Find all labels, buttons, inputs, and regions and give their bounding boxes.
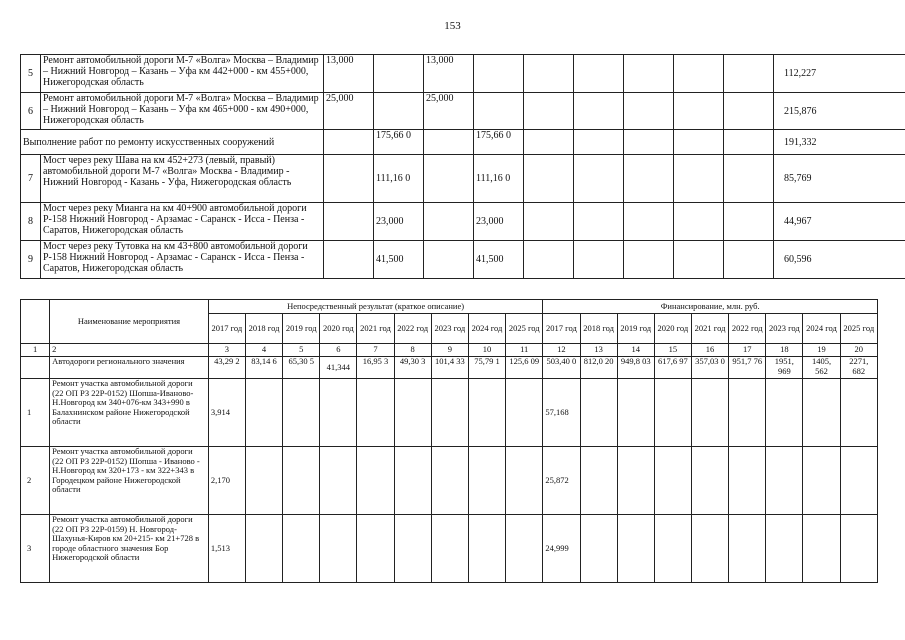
column-number: 5 (283, 344, 320, 357)
table-row (21, 55, 905, 93)
cell-total: 112,227 (774, 55, 905, 93)
year-header: 2021 год (691, 314, 728, 344)
result-value: 3,914 (208, 379, 245, 447)
column-number-row (21, 344, 878, 357)
year-header: 2025 год (840, 314, 877, 344)
finance-value: 812,0 20 (580, 357, 617, 379)
year-header: 2021 год (357, 314, 394, 344)
header-row (21, 300, 878, 314)
column-number: 1 (21, 344, 50, 357)
header-name: Наименование мероприятия (50, 300, 209, 344)
column-number: 17 (729, 344, 766, 357)
page-number: 153 (444, 20, 461, 32)
row-index: 3 (21, 515, 50, 583)
cell-value (374, 55, 424, 93)
year-header: 2017 год (543, 314, 580, 344)
row-index: 9 (21, 241, 41, 279)
column-number: 18 (766, 344, 803, 357)
column-number: 3 (208, 344, 245, 357)
row-index: 1 (21, 379, 50, 447)
column-number: 10 (468, 344, 505, 357)
result-value: 83,14 6 (245, 357, 282, 379)
row-index: 8 (21, 203, 41, 241)
year-header: 2018 год (580, 314, 617, 344)
result-value: 2,170 (208, 447, 245, 515)
cell-total: 85,769 (774, 155, 905, 203)
column-number: 4 (245, 344, 282, 357)
row-index: 7 (21, 155, 41, 203)
cell-value: 175,66 0 (374, 130, 424, 155)
finance-value: 57,168 (543, 379, 580, 447)
result-value: 65,30 5 (283, 357, 320, 379)
column-number: 20 (840, 344, 877, 357)
cell-value (374, 93, 424, 130)
cell-value: 23,000 (374, 203, 424, 241)
column-number: 14 (617, 344, 654, 357)
cell-value: 23,000 (474, 203, 524, 241)
table-row (21, 515, 878, 583)
column-number: 9 (431, 344, 468, 357)
column-number: 19 (803, 344, 840, 357)
cell-value: 175,66 0 (474, 130, 524, 155)
row-name: Ремонт участка автомобильной дороги (22 ОП РЗ 22Р-0152) Шопша-Иваново-Н.Новгород км 340+076-км 343+990 в Балахнинском районе Нижегородской области (50, 379, 209, 447)
cell-value: 41,500 (474, 241, 524, 279)
year-header: 2023 год (766, 314, 803, 344)
year-header: 2020 год (654, 314, 691, 344)
cell-value: 13,000 (324, 55, 374, 93)
finance-value: 503,40 0 (543, 357, 580, 379)
year-header: 2025 год (506, 314, 543, 344)
column-number: 2 (50, 344, 209, 357)
column-number: 13 (580, 344, 617, 357)
finance-value: 2271, 682 (840, 357, 877, 379)
finance-value: 25,872 (543, 447, 580, 515)
row-index: 2 (21, 447, 50, 515)
cell-value: 41,500 (374, 241, 424, 279)
table-row (21, 155, 905, 203)
table-row (21, 379, 878, 447)
table-row (21, 203, 905, 241)
result-value: 75,79 1 (468, 357, 505, 379)
finance-value: 1951, 969 (766, 357, 803, 379)
year-header: 2022 год (729, 314, 766, 344)
section-row (21, 130, 905, 155)
row-name: Мост через реку Тутовка на км 43+800 автомобильной дороги Р-158 Нижний Новгород - Арзамас - Саранск - Исса - Пенза - Саратов, Нижегородская область (41, 241, 324, 279)
header-finance-group: Финансирование, млн. руб. (543, 300, 878, 314)
lower-table (20, 299, 878, 583)
finance-value: 951,7 76 (729, 357, 766, 379)
result-value: 101,4 33 (431, 357, 468, 379)
row-index: 6 (21, 93, 41, 130)
row-name: Мост через реку Мианга на км 40+900 автомобильной дороги Р-158 Нижний Новгород - Арзамас - Саранск - Исса - Пенза - Саратов, Нижегородская область (41, 203, 324, 241)
table-row (21, 447, 878, 515)
table-row (21, 93, 905, 130)
row-index: 5 (21, 55, 41, 93)
year-header: 2022 год (394, 314, 431, 344)
row-name: Мост через реку Шава на км 452+273 (левый, правый) автомобильной дороги М-7 «Волга» Москва - Владимир - Нижний Новгород - Казань - Уфа, Нижегородская область (41, 155, 324, 203)
result-value: 16,95 3 (357, 357, 394, 379)
cell-value: 25,000 (424, 93, 474, 130)
cell-total: 60,596 (774, 241, 905, 279)
regional-row (21, 357, 878, 379)
upper-table (20, 54, 905, 279)
year-header: 2024 год (803, 314, 840, 344)
result-value: 41,344 (320, 357, 357, 379)
cell-value: 13,000 (424, 55, 474, 93)
year-header: 2018 год (245, 314, 282, 344)
cell-total: 191,332 (774, 130, 905, 155)
result-value: 125,6 09 (506, 357, 543, 379)
column-number: 7 (357, 344, 394, 357)
column-number: 8 (394, 344, 431, 357)
finance-value: 949,8 03 (617, 357, 654, 379)
result-value: 1,513 (208, 515, 245, 583)
year-header: 2023 год (431, 314, 468, 344)
finance-value: 1405, 562 (803, 357, 840, 379)
column-number: 6 (320, 344, 357, 357)
column-number: 12 (543, 344, 580, 357)
cell-value: 111,16 0 (474, 155, 524, 203)
finance-value: 357,03 0 (691, 357, 728, 379)
year-header: 2024 год (468, 314, 505, 344)
column-number: 15 (654, 344, 691, 357)
header-result-group: Непосредственный результат (краткое описание) (208, 300, 543, 314)
row-name: Ремонт автомобильной дороги М-7 «Волга» Москва – Владимир – Нижний Новгород – Казань – Уфа км 465+000 - км 490+000, Нижегородская область (41, 93, 324, 130)
column-number: 16 (691, 344, 728, 357)
cell-total: 215,876 (774, 93, 905, 130)
cell-value: 25,000 (324, 93, 374, 130)
cell-total: 44,967 (774, 203, 905, 241)
section-name: Выполнение работ по ремонту искусственных сооружений (21, 130, 324, 155)
column-number: 11 (506, 344, 543, 357)
year-header: 2019 год (617, 314, 654, 344)
finance-value: 24,999 (543, 515, 580, 583)
row-name: Ремонт участка автомобильной дороги (22 ОП РЗ 22Р-0152) Шопша - Иваново - Н.Новгород км 320+173 - км 322+343 в Городецком районе Нижегородской области (50, 447, 209, 515)
result-value: 49,30 3 (394, 357, 431, 379)
regional-name: Автодороги регионального значения (50, 357, 209, 379)
row-name: Ремонт автомобильной дороги М-7 «Волга» Москва – Владимир – Нижний Новгород – Казань – Уфа км 442+000 - км 455+000, Нижегородская область (41, 55, 324, 93)
year-header: 2017 год (208, 314, 245, 344)
year-header: 2019 год (283, 314, 320, 344)
row-name: Ремонт участка автомобильной дороги (22 ОП РЗ 22Р-0159) Н. Новгород-Шахунья-Киров км 20+215- км 21+728 в городе областного значения Бор Нижегородской области (50, 515, 209, 583)
cell-value: 111,16 0 (374, 155, 424, 203)
result-value: 43,29 2 (208, 357, 245, 379)
table-row (21, 241, 905, 279)
finance-value: 617,6 97 (654, 357, 691, 379)
year-header: 2020 год (320, 314, 357, 344)
